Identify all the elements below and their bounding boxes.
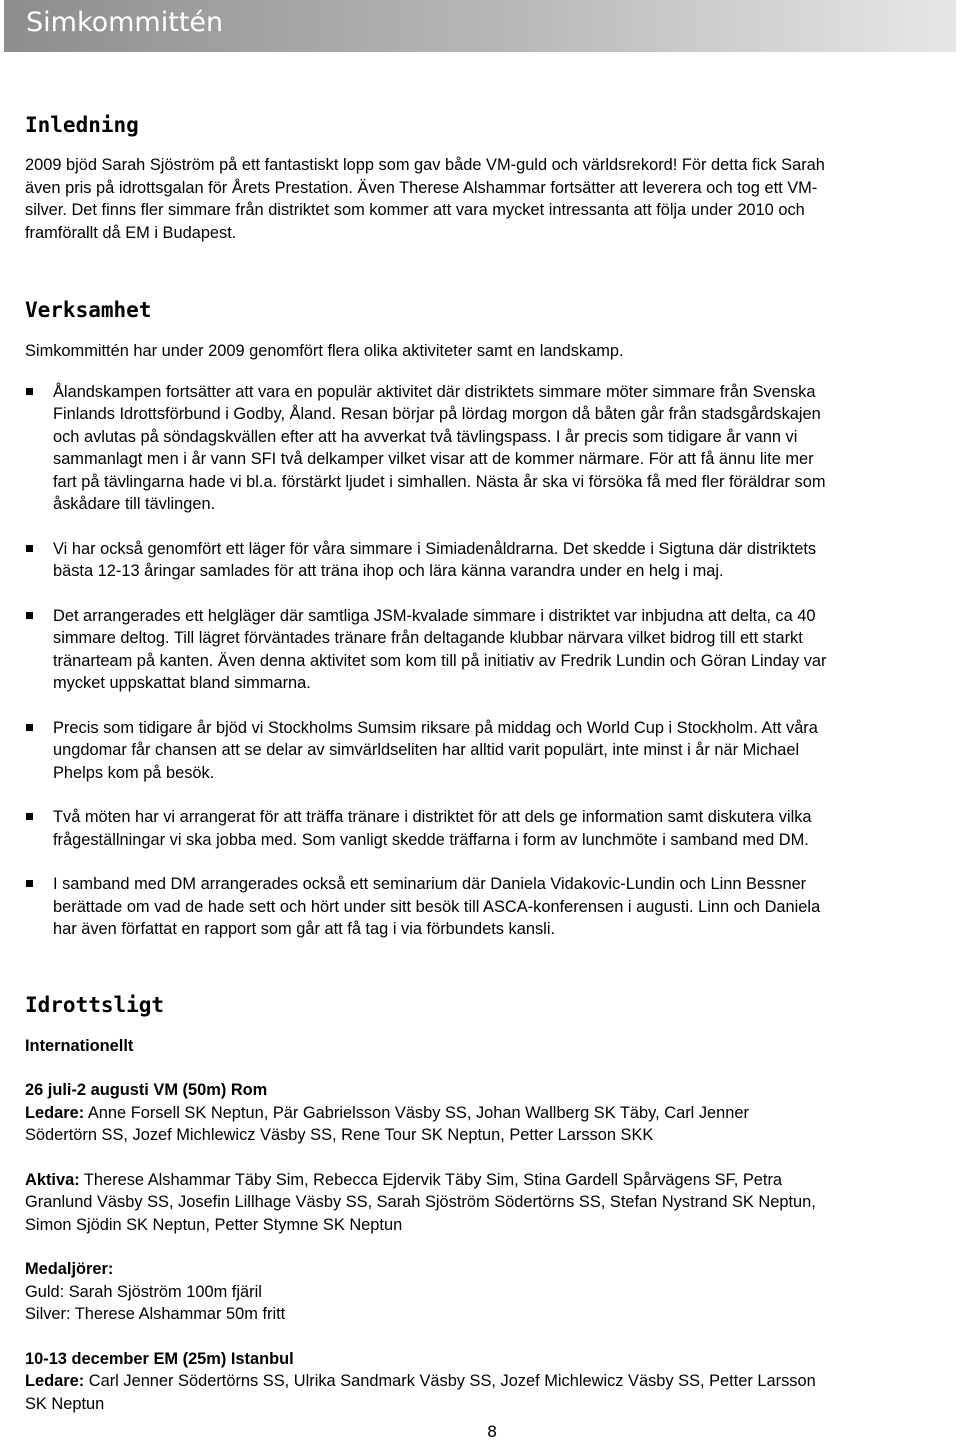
text-line: Simon Sjödin SK Neptun, Petter Stymne SK Neptun xyxy=(25,1215,403,1234)
text-line: Två möten har vi arrangerat för att träffa tränare i distriktet för att dels ge information samt diskutera vilka xyxy=(53,808,812,826)
square-bullet-icon xyxy=(26,813,33,820)
document-body xyxy=(25,110,955,1415)
heading-verksamhet: Verksamhet xyxy=(25,298,152,322)
text-line: frågeställningar vi ska jobba med. Som vanligt skedde träffarna i form av lunchmöte i samband med DM. xyxy=(53,830,809,849)
activity-list xyxy=(25,381,955,941)
active-label: Aktiva: xyxy=(25,1170,80,1189)
text-line: Phelps kom på besök. xyxy=(53,763,215,782)
list-item xyxy=(25,381,955,516)
section-verksamhet xyxy=(25,295,955,941)
text-line: Finlands Idrottsförbund i Godby, Åland. Resan börjar på lördag morgon då båten går från stadsgårdskajen xyxy=(53,405,821,423)
vm-title: 26 juli-2 augusti VM (50m) Rom xyxy=(25,1081,268,1099)
text-line: Det arrangerades ett helgläger där samtliga JSM-kvalade simmare i distriktet var inbjudna att delta, ca 40 xyxy=(53,606,816,625)
list-item xyxy=(25,873,955,941)
text-line: och avlutas på söndagskvällen efter att ha avverkat två tävlingspass. I år precis som tidigare år vann vi xyxy=(53,427,798,446)
square-bullet-icon xyxy=(26,880,33,887)
square-bullet-icon xyxy=(26,545,33,552)
heading-inledning: Inledning xyxy=(25,113,139,137)
em-leaders xyxy=(25,1370,955,1415)
text-line: Silver: Therese Alshammar 50m fritt xyxy=(25,1305,286,1323)
vm-block xyxy=(25,1079,955,1326)
section-inledning xyxy=(25,110,955,244)
text-line: berättade om vad de hade sett och hört under sitt besök till ASCA-konferensen i augusti. Linn och Daniela xyxy=(53,897,821,916)
page-title: Simkommittén xyxy=(26,7,224,38)
list-item xyxy=(25,538,955,583)
text-line: Södertörn SS, Jozef Michlewicz Väsby SS, Rene Tour SK Neptun, Petter Larsson SKK xyxy=(25,1126,654,1144)
inledning-paragraph xyxy=(25,154,955,244)
text-line: simmare deltog. Till lägret förväntades tränare från deltagande klubbar närvara vilket bidrog till ett starkt xyxy=(53,629,803,647)
subheading-internationellt: Internationellt xyxy=(25,1036,134,1055)
page-number: 8 xyxy=(487,1422,498,1441)
text-line: har även författat en rapport som går att få tag i via förbundets kansli. xyxy=(53,920,556,938)
em-block xyxy=(25,1348,955,1416)
text-line: I samband med DM arrangerades också ett seminarium där Daniela Vidakovic-Lundin och Linn Bessner xyxy=(53,875,807,893)
text-line: Carl Jenner Södertörns SS, Ulrika Sandmark Väsby SS, Jozef Michlewicz Väsby SS, Petter Larsson xyxy=(84,1372,816,1390)
text-line: Granlund Väsby SS, Josefin Lillhage Väsby SS, Sarah Sjöström Södertörns SS, Stefan Nystrand SK Neptun, xyxy=(25,1193,816,1211)
list-item xyxy=(25,806,955,851)
text-line: sammanlagt men i år vann SFI två delkamper vilket visar att de kommer närmare. För att få ännu lite mer xyxy=(53,450,814,468)
vm-medals xyxy=(25,1258,955,1326)
square-bullet-icon xyxy=(26,388,33,395)
text-line: tränarteam på kanten. Även denna aktivitet som kom till på initiativ av Fredrik Lundin och Göran Linday var xyxy=(53,651,827,670)
text-line: framförallt då EM i Budapest. xyxy=(25,223,237,242)
vm-leaders xyxy=(25,1102,955,1147)
heading-idrottsligt: Idrottsligt xyxy=(25,992,165,1017)
leaders-label: Ledare: xyxy=(25,1103,85,1122)
text-line: ungdomar får chansen att se delar av simvärldseliten har alltid varit populärt, inte minst i år när Michael xyxy=(53,741,800,759)
text-line: Ålandskampen fortsätter att vara en populär aktivitet där distriktets simmare möter simmare från Svenska xyxy=(53,382,816,401)
square-bullet-icon xyxy=(26,724,33,731)
text-line: Therese Alshammar Täby Sim, Rebecca Ejdervik Täby Sim, Stina Gardell Spårvägens SF, Petra xyxy=(79,1170,783,1189)
vm-active xyxy=(25,1169,955,1237)
leaders-label: Ledare: xyxy=(25,1372,85,1390)
em-title: 10-13 december EM (25m) Istanbul xyxy=(25,1349,294,1368)
medals-label: Medaljörer: xyxy=(25,1260,114,1278)
text-line: 2009 bjöd Sarah Sjöström på ett fantastiskt lopp som gav både VM-guld och världsrekord! För detta fick Sarah xyxy=(25,156,825,174)
list-item xyxy=(25,717,955,785)
text-line: Vi har också genomfört ett läger för våra simmare i Simiadenåldrarna. Det skedde i Sigtuna där distriktets xyxy=(53,539,817,558)
header-banner xyxy=(4,0,956,52)
text-line: åskådare till tävlingen. xyxy=(53,495,216,513)
text-line: silver. Det finns fler simmare från distriktet som kommer att vara mycket intressanta att följa under 2010 och xyxy=(25,201,805,219)
section-idrottsligt xyxy=(25,990,955,1416)
text-line: Anne Forsell SK Neptun, Pär Gabrielsson Väsby SS, Johan Wallberg SK Täby, Carl Jenner xyxy=(84,1103,749,1122)
square-bullet-icon xyxy=(26,612,33,619)
text-line: Precis som tidigare år bjöd vi Stockholms Sumsim riksare på middag och World Cup i Stockholm. Att våra xyxy=(53,718,818,737)
text-line: mycket uppskattat bland simmarna. xyxy=(53,674,311,692)
verksamhet-intro: Simkommittén har under 2009 genomfört flera olika aktiviteter samt en landskamp. xyxy=(25,342,624,360)
text-line: även pris på idrottsgalan för Årets Prestation. Även Therese Alshammar fortsätter att leverera och tog ett VM- xyxy=(25,178,818,197)
text-line: fart på tävlingarna hade vi bl.a. förstärkt ljudet i simhallen. Nästa år ska vi försöka få med fler föräldrar som xyxy=(53,472,826,491)
text-line: Guld: Sarah Sjöström 100m fjäril xyxy=(25,1282,262,1301)
text-line: SK Neptun xyxy=(25,1394,105,1413)
list-item xyxy=(25,605,955,695)
text-line: bästa 12-13 åringar samlades för att träna ihop och lära känna varandra under en helg i maj. xyxy=(53,562,724,580)
